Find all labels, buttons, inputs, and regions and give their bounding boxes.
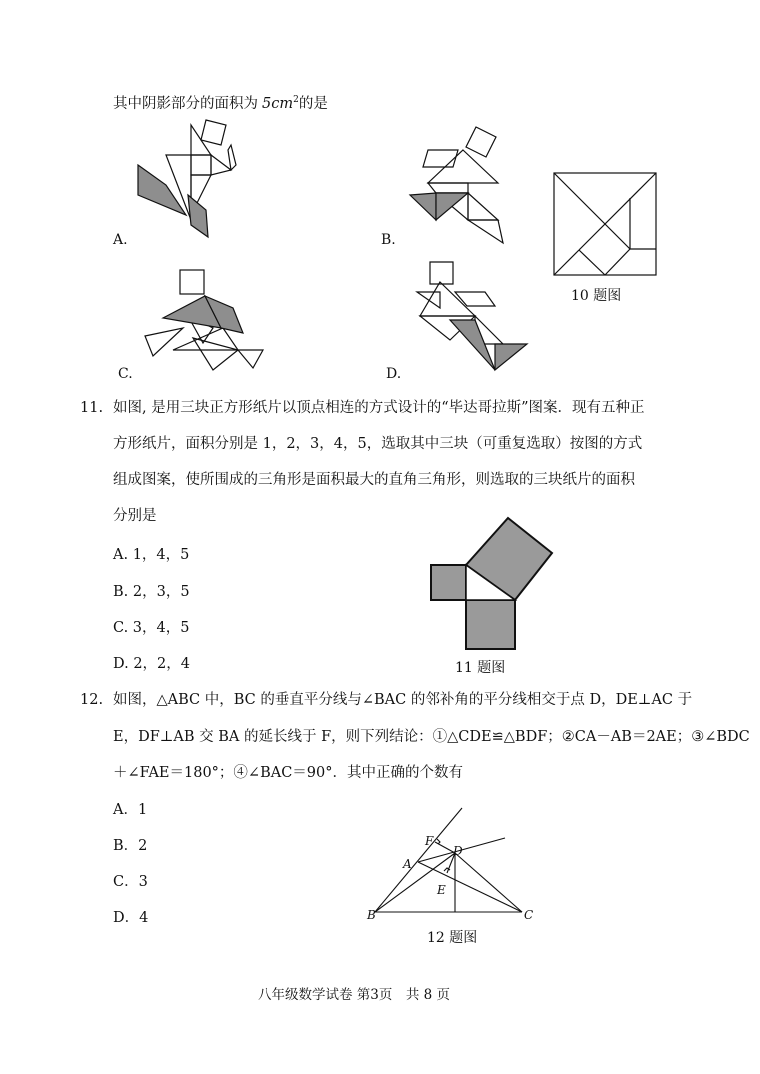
q10-b-shade (410, 193, 436, 220)
q11-square-bottom (466, 600, 515, 649)
q12-line3: ＋∠FAE＝180°；④∠BAC＝90°．其中正确的个数有 (113, 765, 464, 781)
q11-line4: 分别是 (113, 508, 157, 524)
q11-option-c: C. 3，4，5 (113, 620, 190, 636)
q10-stem-end: 的是 (298, 95, 328, 112)
q10-caption: 10 题图 (571, 288, 622, 304)
q12-point-b: B (367, 908, 376, 922)
q12-line2: E，DF⊥AB 交 BA 的延长线于 F，则下列结论：①△CDE≌△BDF；②CA－AB＝2AE；③∠BDC (113, 729, 750, 745)
q12-option-a: A．1 (113, 802, 148, 818)
q11-option-d: D. 2，2，4 (113, 656, 191, 672)
q12-geometry-figure (360, 805, 540, 930)
q10-tangram-square (553, 172, 657, 276)
q10-figure-a (136, 115, 246, 245)
q10-stem-text: 其中阴影部分的面积为 (113, 95, 258, 112)
page-footer: 八年级数学试卷 第3页 共 8 页 (258, 987, 451, 1003)
q10-d-shade1 (450, 320, 495, 370)
q12-caption: 12 题图 (427, 930, 478, 946)
q10-option-d: D. (386, 366, 402, 382)
q10-option-c: C. (118, 366, 133, 382)
q12-option-b: B．2 (113, 838, 148, 854)
q11-number: 11. (80, 400, 104, 416)
q12-line1: 如图，△ABC 中，BC 的垂直平分线与∠BAC 的邻补角的平分线相交于点 D，DE⊥AC 于 (113, 692, 693, 708)
q10-option-b: B. (381, 232, 396, 248)
q10-a-shade1 (138, 165, 186, 215)
q11-option-a: A. 1，4，5 (113, 547, 190, 563)
q12-point-c: C (524, 908, 534, 922)
q10-stem (113, 90, 328, 114)
q10-option-a: A. (113, 232, 128, 248)
q12-point-e: E (437, 883, 446, 897)
q10-figure-d (415, 258, 530, 376)
q12-point-d: D (453, 844, 463, 858)
q12-option-d: D．4 (113, 910, 149, 926)
q11-pythagoras-figure (428, 515, 558, 653)
q12-option-c: C．3 (113, 874, 148, 890)
q10-d-shade2 (495, 344, 527, 370)
q10-stem-sup: 2 (293, 95, 299, 105)
q11-line1: 如图, 是用三块正方形纸片以顶点相连的方式设计的“毕达哥拉斯”图案．现有五种正 (113, 400, 645, 416)
q10-figure-c (143, 268, 268, 373)
q12-point-a: A (403, 857, 412, 871)
q11-square-small (431, 565, 466, 600)
q12-point-f: F (425, 834, 434, 848)
q11-caption: 11 题图 (455, 660, 506, 676)
q11-option-b: B. 2，3，5 (113, 584, 190, 600)
q12-number: 12. (80, 692, 104, 708)
q11-line3: 组成图案，使所围成的三角形是面积最大的直角三角形，则选取的三块纸片的面积 (113, 472, 635, 488)
q11-line2: 方形纸片，面积分别是 1，2，3，4，5，选取其中三块（可重复选取）按图的方式 (113, 436, 643, 452)
q10-stem-unit: 5cm (262, 95, 294, 112)
q10-figure-b (408, 125, 508, 243)
